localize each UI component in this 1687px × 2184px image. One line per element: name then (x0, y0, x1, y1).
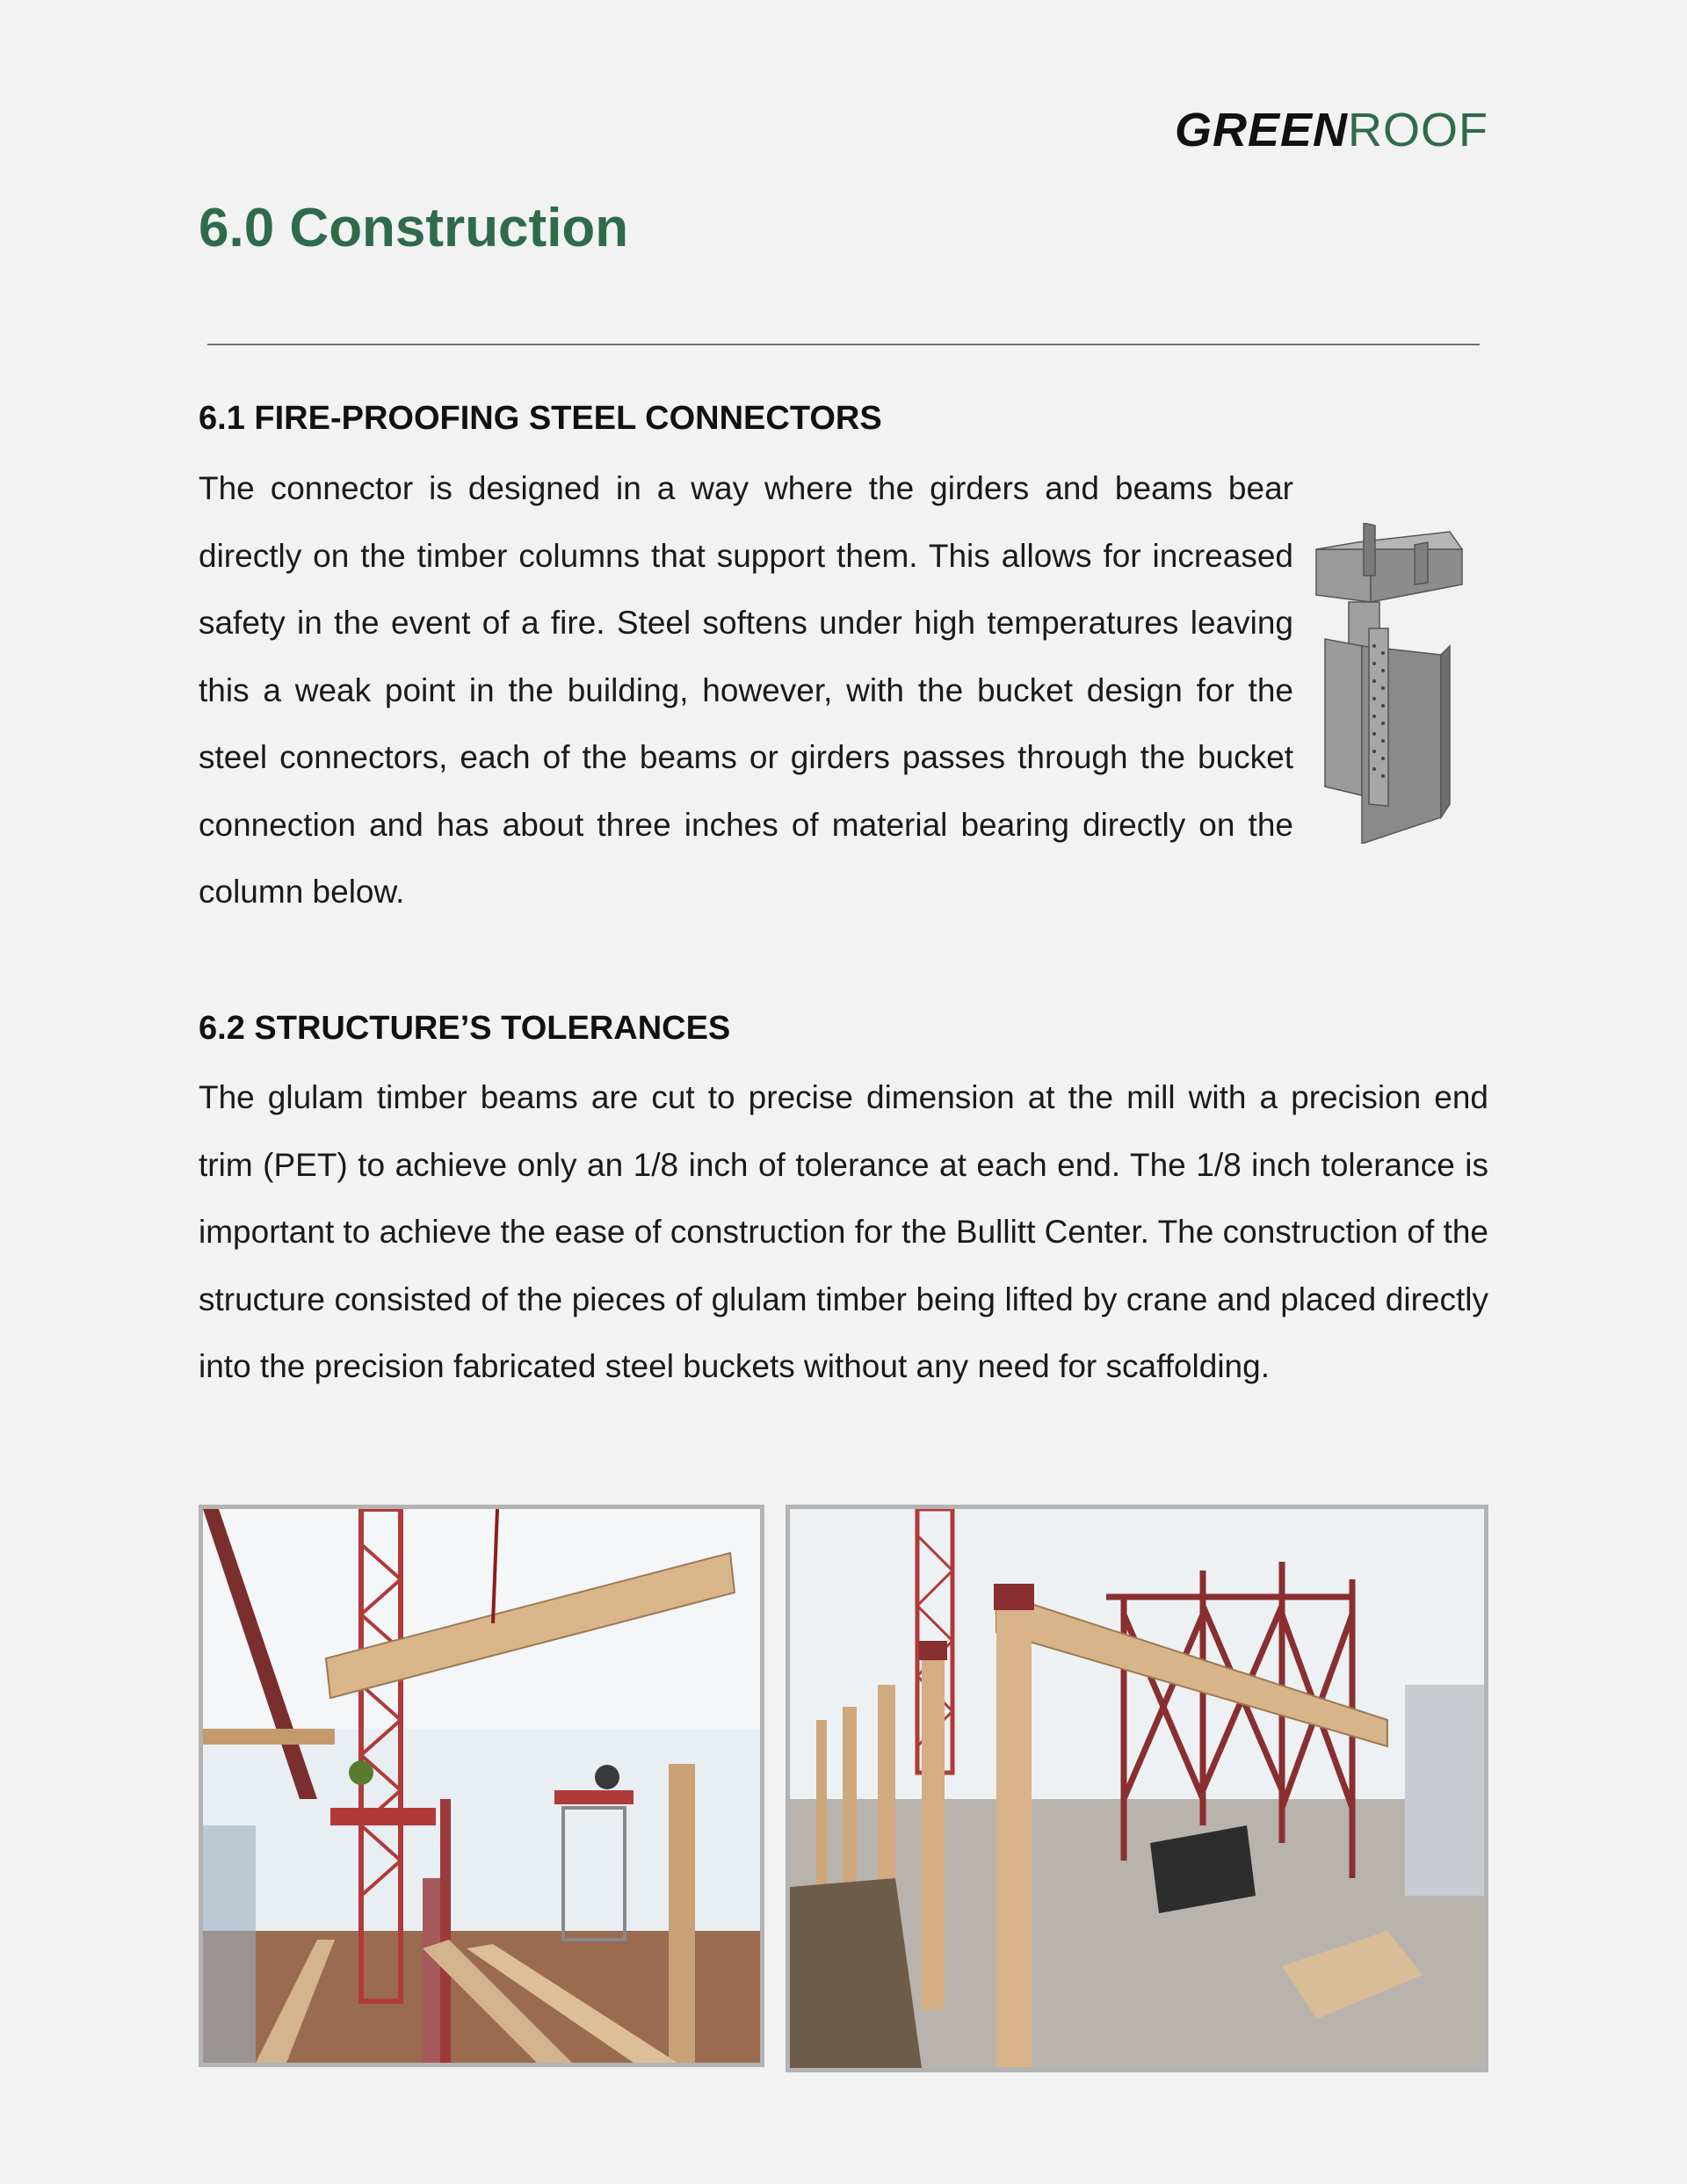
section-body-tolerances: The glulam timber beams are cut to precise dimension at the mill with a precision end trim (PET) to achieve only an 1/8 inch of tolerance at each end. The 1/8 inch tolerance is important to achieve the ease of construction for the Bullitt Center. The construction of the structure consisted of the pieces of glulam timber being lifted by crane and placed directly into the precision fabricated steel buckets without any need for scaffolding. (199, 1079, 1488, 1384)
title-divider (207, 344, 1480, 345)
logo-bold-text: GREEN (1174, 104, 1348, 156)
logo-light-text: ROOF (1348, 104, 1488, 156)
construction-photo-crane-lift (199, 1505, 764, 2067)
section-heading-fireproofing: 6.1 FIRE-PROOFING STEEL CONNECTORS (199, 400, 882, 437)
section-heading-tolerances: 6.2 STRUCTURE’S TOLERANCES (199, 1010, 731, 1047)
page-title: 6.0 Construction (199, 198, 629, 258)
brand-logo (1175, 104, 1488, 156)
section-body-fireproofing: The connector is designed in a way where the girders and beams bear directly on the timber columns that support them. This allows for increased safety in the event of a fire. Steel softens under high temperatures leaving this a weak point in the building, however, with the bucket design for the steel connectors, each of the beams or girders passes through the bucket connection and has about three inches of material bearing directly on the column below. (199, 470, 1293, 910)
steel-connector-illustration (1309, 523, 1467, 844)
construction-photo-timber-frame (786, 1505, 1488, 2072)
